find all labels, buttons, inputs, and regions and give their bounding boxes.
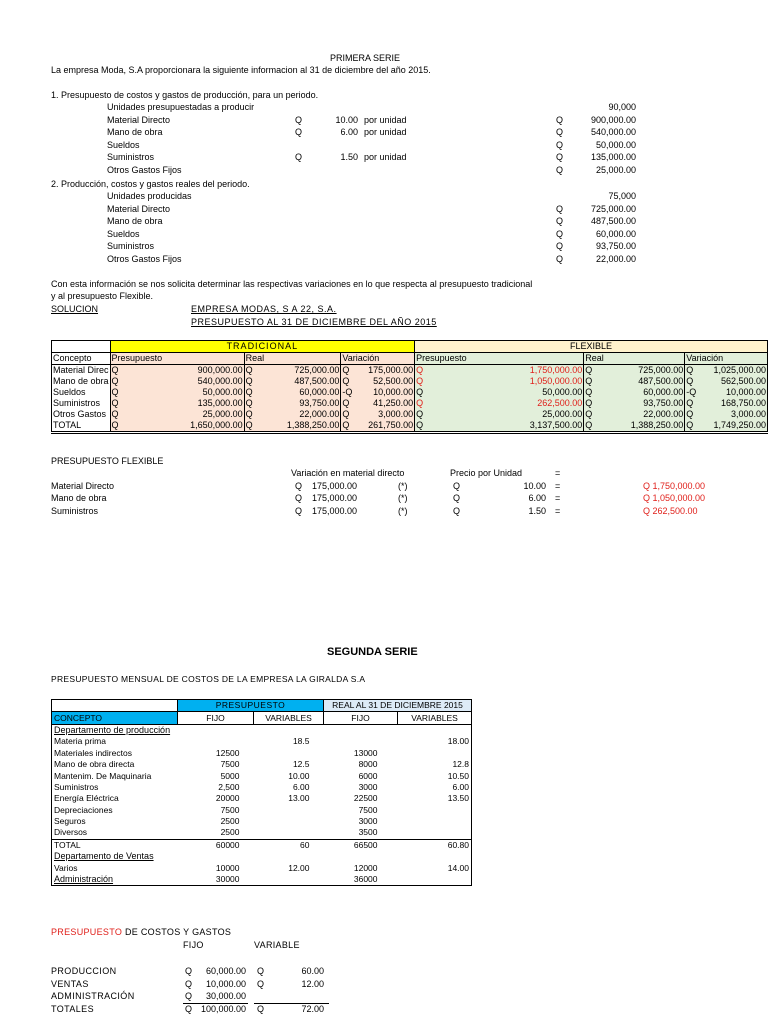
flex-title: PRESUPUESTO FLEXIBLE	[51, 456, 164, 466]
flex-var: 175,000.00	[311, 481, 357, 491]
trad-var-value: 261,750.00	[353, 420, 414, 433]
summary-label: TOTALES	[51, 1004, 94, 1014]
t2-col-pfijo: FIJO	[178, 712, 254, 724]
col-trad-presupuesto: Presupuesto	[110, 353, 244, 365]
summary-rule-variable	[254, 1003, 329, 1004]
table-row	[52, 376, 768, 387]
summary-fijo: 30,000.00	[205, 991, 246, 1001]
t2-varios-pf: 10000	[215, 862, 240, 873]
real-label: Suministros	[107, 241, 155, 251]
flex-presup-value: 3,137,500.00	[426, 420, 583, 433]
real-amount: 93,750.00	[595, 241, 636, 251]
presup-q2: Q	[556, 152, 564, 162]
flex-var-q: Q	[685, 376, 698, 387]
section1-heading: 1. Presupuesto de costos y gastos de producción, para un periodo.	[51, 90, 319, 100]
trad-presup-value: 1,650,000.00	[122, 420, 244, 433]
t2-pfijo: 7500	[220, 804, 240, 815]
flex-var-q: Q	[685, 398, 698, 409]
trad-var-value: 41,250.00	[353, 398, 414, 409]
dept-ventas: Departamento de Ventas	[54, 851, 154, 862]
flex-q: Q	[295, 481, 303, 491]
trad-real-value: 60,000.00	[254, 387, 341, 398]
summary-fijo: 10,000.00	[205, 979, 246, 989]
table-row	[52, 816, 472, 827]
trad-real-value: 1,388,250.00	[254, 420, 341, 433]
flex-label: Mano de obra	[51, 493, 107, 503]
presup-label: Sueldos	[107, 140, 140, 150]
flex-real-q: Q	[584, 409, 596, 420]
t2-concepto: Seguros	[54, 816, 86, 827]
flex-presup-value: 50,000.00	[426, 387, 583, 398]
trad-presup-value: 25,000.00	[122, 409, 244, 420]
flex-price: 6.00	[528, 493, 546, 503]
flex-result: Q 1,750,000.00	[643, 481, 706, 491]
summary-title	[51, 927, 231, 938]
t2-pvariable	[254, 827, 324, 839]
giralda-table	[51, 699, 472, 886]
trad-var-q: Q	[341, 398, 354, 409]
real-amount: 22,000.00	[595, 254, 636, 264]
real-amount: 60,000.00	[595, 229, 636, 239]
flex-result: Q 262,500.00	[643, 506, 698, 516]
t2-presupuesto-header: PRESUPUESTO	[178, 700, 324, 712]
real-q: Q	[556, 241, 564, 251]
trad-real-value: 725,000.00	[254, 365, 341, 377]
summary-q1: Q	[185, 991, 193, 1001]
t2-pvariable: 10.00	[288, 770, 310, 781]
t2-total-pv: 60	[300, 839, 310, 850]
flex-real-value: 22,000.00	[596, 409, 685, 420]
summary-var: 60.00	[301, 966, 324, 976]
real-amount: 75,000	[608, 191, 636, 201]
real-amount: 487,500.00	[590, 216, 636, 226]
flex-real-value: 1,388,250.00	[596, 420, 685, 433]
t2-rfijo	[324, 736, 398, 747]
flex-var-value: 168,750.00	[697, 398, 767, 409]
flex-presup-q: Q	[415, 398, 427, 409]
trad-var-q: -Q	[342, 387, 353, 397]
table-row	[52, 387, 768, 398]
flex-var-q: Q	[685, 365, 698, 377]
serie1-title: PRIMERA SERIE	[330, 53, 401, 63]
presup-label: Mano de obra	[107, 127, 163, 137]
trad-var-value: 175,000.00	[353, 365, 414, 377]
flex-presup-q: Q	[415, 376, 427, 387]
trad-real-q: Q	[245, 398, 253, 408]
table-row	[52, 748, 472, 759]
summary-q2: Q	[257, 979, 265, 989]
flex-real-q: Q	[584, 420, 596, 433]
trad-real-q: Q	[244, 420, 254, 433]
trad-presup-value: 50,000.00	[122, 387, 244, 398]
flex-q: Q	[295, 506, 303, 516]
t2-concepto: Depreciaciones	[54, 804, 113, 815]
t2-pvariable: 6.00	[292, 781, 310, 792]
flex-var-value: 10,000.00	[697, 387, 767, 398]
real-amount: 725,000.00	[590, 204, 636, 214]
t2-rvariable: 13.50	[447, 793, 469, 804]
t2-rvariable	[398, 816, 472, 827]
instruction-line1: Con esta información se nos solicita determinar las respectivas variaciones en lo que respecta al presupuesto tradicional	[51, 279, 533, 289]
summary-h-variable: VARIABLE	[254, 940, 300, 950]
flex-price: 1.50	[528, 506, 546, 516]
presup-label: Otros Gastos Fijos	[107, 165, 182, 175]
presup-amount: 90,000	[608, 102, 636, 112]
flex-presup-value: 262,500.00	[426, 398, 583, 409]
flex-presup-q: Q	[415, 387, 427, 398]
flex-header-precio: Precio por Unidad	[450, 468, 523, 478]
t2-rfijo: 3500	[358, 827, 378, 838]
trad-var-q: Q	[341, 409, 354, 420]
presup-unit: por unidad	[364, 127, 407, 137]
tradicional-header: TRADICIONAL	[110, 341, 415, 353]
t2-pfijo: 7500	[220, 759, 240, 770]
summary-label: VENTAS	[51, 979, 89, 989]
presup-label: Suministros	[107, 152, 155, 162]
flex-label: Suministros	[51, 506, 99, 516]
flex-real-q: Q	[584, 387, 596, 398]
summary-fijo: 100,000.00	[200, 1004, 246, 1014]
trad-real-q: Q	[245, 409, 253, 419]
serie2-title: SEGUNDA SERIE	[327, 646, 418, 658]
presup-amount: 25,000.00	[595, 165, 636, 175]
t2-rfijo: 13000	[353, 747, 378, 758]
presup-rate: 6.00	[340, 127, 358, 137]
variance-table	[51, 340, 768, 434]
flex-eq: =	[555, 481, 561, 491]
summary-q1: Q	[185, 979, 193, 989]
t2-concepto: Energía Eléctrica	[54, 793, 119, 804]
flex-var-q: Q	[685, 420, 698, 433]
trad-real-value: 93,750.00	[254, 398, 341, 409]
t2-total-rv: 60.80	[447, 839, 469, 850]
t2-pfijo: 20000	[215, 793, 240, 804]
section2-heading: 2. Producción, costos y gastos reales del periodo.	[51, 179, 250, 189]
t2-pvariable: 12.5	[292, 759, 310, 770]
t2-rvariable: 10.50	[447, 770, 469, 781]
table-row	[52, 409, 768, 420]
table-row	[52, 398, 768, 409]
presupuesto-date-title: PRESUPUESTO AL 31 DE DICIEMBRE DEL AÑO 2015	[191, 317, 437, 327]
t2-pvariable	[254, 816, 324, 827]
t2-pfijo: 2,500	[218, 781, 240, 792]
presup-rate: 10.00	[335, 115, 358, 125]
trad-real-value: 22,000.00	[254, 409, 341, 420]
table-row	[52, 805, 472, 816]
dept-produccion: Departamento de producción	[54, 724, 171, 735]
table-row	[52, 736, 472, 747]
t2-rfijo: 3000	[358, 781, 378, 792]
presup-amount: 135,000.00	[590, 152, 636, 162]
presup-amount: 900,000.00	[590, 115, 636, 125]
serie2-subtitle: PRESUPUESTO MENSUAL DE COSTOS DE LA EMPRESA LA GIRALDA S.A	[51, 674, 366, 684]
t2-rvariable	[398, 748, 472, 759]
flex-real-value: 725,000.00	[596, 365, 685, 377]
table-row	[52, 827, 472, 839]
summary-label: ADMINISTRACIÓN	[51, 991, 135, 1001]
flex-presup-value: 25,000.00	[426, 409, 583, 420]
real-q: Q	[556, 254, 564, 264]
summary-q1: Q	[185, 1004, 193, 1014]
trad-real-q: Q	[245, 376, 253, 386]
t2-concepto: Mano de obra directa	[54, 759, 135, 770]
presup-q: Q	[295, 115, 303, 125]
flex-label: Material Directo	[51, 481, 115, 491]
real-label: Sueldos	[107, 229, 140, 239]
flex-price: 10.00	[523, 481, 546, 491]
t2-col-rfijo: FIJO	[324, 712, 398, 724]
t2-varios-rv: 14.00	[447, 862, 469, 873]
table-total-row	[52, 420, 768, 433]
t2-concepto: Suministros	[54, 781, 99, 792]
trad-var-value: 10,000.00	[353, 387, 414, 398]
t2-rvariable	[398, 805, 472, 816]
flex-header-variacion: Variación en material directo	[291, 468, 405, 478]
trad-real-q: Q	[245, 365, 253, 375]
col-flex-variacion: Variación	[685, 353, 768, 365]
flex-var-q: Q	[685, 409, 698, 420]
instruction-line2: y al presupuesto Flexible.	[51, 291, 154, 301]
flex-presup-q: Q	[415, 365, 427, 377]
t2-pvariable: 18.5	[292, 736, 310, 747]
flex-presup-q: Q	[415, 420, 427, 433]
flex-var-value: 3,000.00	[697, 409, 767, 420]
t2-rfijo: 22500	[353, 793, 378, 804]
table-row	[52, 770, 472, 781]
col-concepto: Concepto	[52, 353, 111, 365]
flex-real-value: 93,750.00	[596, 398, 685, 409]
summary-title-rest: DE COSTOS Y GASTOS	[122, 927, 232, 937]
trad-var-q: Q	[341, 420, 354, 433]
flex-pq: Q	[453, 506, 461, 516]
flex-var: 175,000.00	[311, 506, 357, 516]
flex-real-q: Q	[584, 365, 596, 377]
t2-pvariable: 13.00	[288, 793, 310, 804]
t2-rvariable: 12.8	[452, 759, 469, 770]
trad-presup-q: Q	[110, 365, 122, 377]
t2-concepto: Mantenim. De Maquinaria	[54, 770, 152, 781]
presup-q: Q	[295, 127, 303, 137]
table-row	[52, 365, 768, 377]
trad-presup-q: Q	[110, 409, 122, 420]
presup-unit: por unidad	[364, 115, 407, 125]
solucion-label: SOLUCION	[51, 304, 99, 314]
t2-pfijo: 12500	[215, 747, 240, 758]
flex-presup-q: Q	[415, 409, 427, 420]
flex-eq: =	[555, 506, 561, 516]
summary-label: PRODUCCION	[51, 966, 117, 976]
flex-presup-value: 1,750,000.00	[426, 365, 583, 377]
flex-header-equals: =	[555, 468, 561, 478]
t2-rvariable: 6.00	[452, 781, 469, 792]
trad-presup-q: Q	[110, 398, 122, 409]
empresa-name: EMPRESA MODAS, S A 22, S.A.	[191, 304, 337, 314]
t2-pvariable	[254, 748, 324, 759]
col-flex-real: Real	[584, 353, 685, 365]
t2-total-rf: 66500	[353, 839, 378, 850]
presup-q2: Q	[556, 127, 564, 137]
flex-pq: Q	[453, 493, 461, 503]
t2-total-pf: 60000	[215, 839, 240, 850]
trad-presup-value: 135,000.00	[122, 398, 244, 409]
presup-q2: Q	[556, 140, 564, 150]
summary-fijo: 60,000.00	[205, 966, 246, 976]
flex-real-value: 60,000.00	[596, 387, 685, 398]
flex-pq: Q	[453, 481, 461, 491]
t2-pfijo: 2500	[220, 816, 240, 827]
t2-concepto: Diversos	[54, 827, 88, 838]
presup-q: Q	[295, 152, 303, 162]
presup-label: Material Directo	[107, 115, 171, 125]
flex-result: Q 1,050,000.00	[643, 493, 706, 503]
summary-title-red: PRESUPUESTO	[51, 927, 123, 937]
summary-h-fijo: FIJO	[183, 940, 204, 950]
presup-q2: Q	[556, 115, 564, 125]
summary-var: 12.00	[301, 979, 324, 989]
flex-q: Q	[295, 493, 303, 503]
t2-col-concepto: CONCEPTO	[52, 712, 178, 724]
summary-rule-fijo	[183, 1003, 248, 1004]
trad-var-q: Q	[341, 376, 354, 387]
trad-presup-q: Q	[110, 387, 122, 398]
trad-presup-value: 540,000.00	[122, 376, 244, 387]
summary-q1: Q	[185, 966, 193, 976]
concepto-cell: Otros Gastos	[52, 409, 111, 420]
trad-var-q: Q	[341, 365, 354, 377]
flex-eq: =	[555, 493, 561, 503]
concepto-cell: Suministros	[52, 398, 111, 409]
concepto-cell: TOTAL	[52, 420, 111, 433]
t2-rfijo: 6000	[358, 770, 378, 781]
presup-q2: Q	[556, 165, 564, 175]
col-trad-variacion: Variación	[341, 353, 415, 365]
real-label: Material Directo	[107, 204, 171, 214]
t2-concepto: Materia prima	[54, 736, 106, 747]
trad-presup-q: Q	[110, 420, 122, 433]
real-q: Q	[556, 229, 564, 239]
t2-varios-rf: 12000	[353, 862, 378, 873]
summary-var: 72.00	[301, 1004, 324, 1014]
trad-var-value: 3,000.00	[353, 409, 414, 420]
presup-label: Unidades presupuestadas a producir	[107, 102, 255, 112]
col-trad-real: Real	[244, 353, 341, 365]
t2-col-rvariables: VARIABLES	[398, 712, 472, 724]
flex-var-value: 562,500.00	[697, 376, 767, 387]
flex-mark: (*)	[398, 506, 408, 516]
trad-presup-value: 900,000.00	[122, 365, 244, 377]
real-q: Q	[556, 216, 564, 226]
concepto-cell: Sueldos	[52, 387, 111, 398]
t2-pfijo: 2500	[220, 827, 240, 838]
flexible-header: FLEXIBLE	[415, 341, 768, 353]
table-row	[52, 759, 472, 770]
trad-real-value: 487,500.00	[254, 376, 341, 387]
trad-presup-q: Q	[110, 376, 122, 387]
t2-admin-pf: 30000	[215, 874, 240, 885]
t2-rfijo: 7500	[358, 804, 378, 815]
flex-mark: (*)	[398, 493, 408, 503]
presup-amount: 50,000.00	[595, 140, 636, 150]
serie1-intro: La empresa Moda, S.A proporcionara la siguiente informacion al 31 de diciembre del año 2015.	[51, 65, 431, 75]
flex-real-value: 487,500.00	[596, 376, 685, 387]
flex-presup-value: 1,050,000.00	[426, 376, 583, 387]
t2-rvariable	[398, 827, 472, 839]
presup-unit: por unidad	[364, 152, 407, 162]
summary-q2: Q	[257, 1004, 265, 1014]
t2-admin-label: Administración	[54, 874, 114, 885]
flex-var-value: 1,025,000.00	[697, 365, 767, 377]
t2-pfijo: 5000	[220, 770, 240, 781]
real-label: Mano de obra	[107, 216, 163, 226]
t2-real-header: REAL AL 31 DE DICIEMBRE 2015	[324, 700, 472, 712]
concepto-cell: Mano de obra	[53, 376, 109, 386]
t2-rfijo: 3000	[358, 816, 378, 827]
flex-var-q: -Q	[686, 387, 697, 397]
t2-total-label: TOTAL	[54, 839, 81, 850]
t2-varios-pv: 12.00	[288, 862, 310, 873]
t2-pfijo	[178, 736, 254, 747]
flex-real-q: Q	[584, 398, 596, 409]
t2-concepto: Materiales indirectos	[54, 747, 132, 758]
flex-var: 175,000.00	[311, 493, 357, 503]
t2-admin-rf: 36000	[353, 874, 378, 885]
real-label: Otros Gastos Fijos	[107, 254, 182, 264]
presup-rate: 1.50	[340, 152, 358, 162]
t2-varios-label: Varios	[54, 862, 78, 873]
flex-real-q: Q	[584, 376, 596, 387]
t2-pvariable	[254, 805, 324, 816]
t2-rfijo: 8000	[358, 759, 378, 770]
flex-mark: (*)	[398, 481, 408, 491]
t2-rvariable: 18.00	[447, 736, 469, 747]
col-flex-presupuesto: Presupuesto	[415, 353, 584, 365]
real-q: Q	[556, 204, 564, 214]
real-label: Unidades producidas	[107, 191, 192, 201]
table-row	[52, 793, 472, 804]
presup-amount: 540,000.00	[590, 127, 636, 137]
trad-real-q: Q	[245, 387, 253, 397]
t2-col-pvariables: VARIABLES	[254, 712, 324, 724]
trad-var-value: 52,500.00	[353, 376, 414, 387]
flex-var-value: 1,749,250.00	[697, 420, 767, 433]
concepto-cell: Material Direc	[53, 365, 109, 375]
table-row	[52, 782, 472, 793]
summary-q2: Q	[257, 966, 265, 976]
